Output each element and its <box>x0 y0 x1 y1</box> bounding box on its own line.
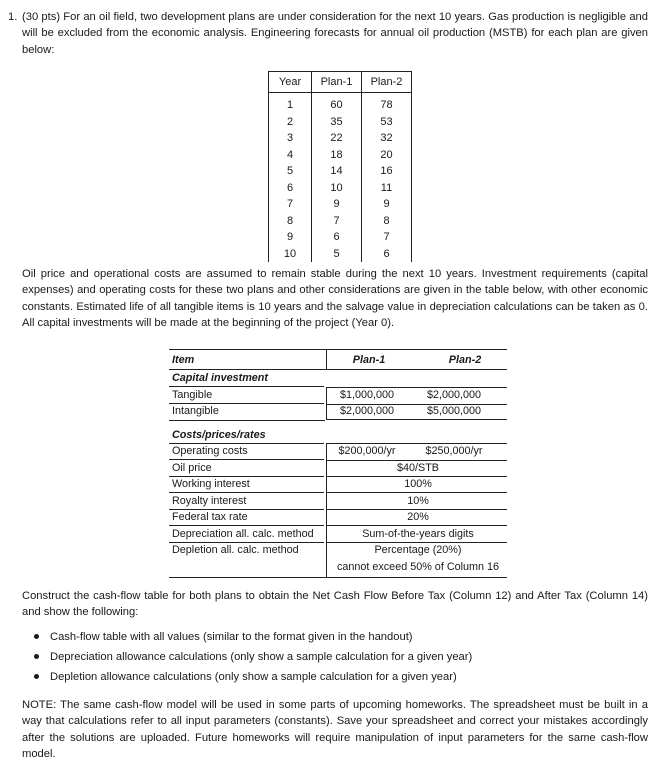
plan1-cell: 35 <box>312 114 362 131</box>
year-cell: 5 <box>269 163 312 180</box>
depletion-note-row <box>169 559 507 578</box>
production-table <box>268 71 412 262</box>
bullet-text: Cash-flow table with all values (similar to the format given in the handout) <box>50 631 413 643</box>
bullet-icon <box>34 674 39 679</box>
bullet-icon <box>34 634 39 639</box>
year-cell: 2 <box>269 114 312 131</box>
plan2-cell: 9 <box>362 196 412 213</box>
plan1-cell: 60 <box>312 93 362 114</box>
oil-price-label: Oil price <box>172 461 212 474</box>
list-item <box>22 630 472 650</box>
table-row <box>269 93 412 114</box>
tax-row <box>169 509 507 526</box>
section-gap <box>169 420 325 427</box>
tangible-row <box>169 387 507 404</box>
plan2-cell: 7 <box>362 229 412 246</box>
intro-paragraph <box>8 9 648 58</box>
header-item: Item <box>172 354 195 366</box>
row-underline <box>169 427 324 444</box>
intangible-row <box>169 403 507 420</box>
plan1-cell: 18 <box>312 147 362 164</box>
bullet-text: Depletion allowance calculations (only show a sample calculation for a given year) <box>50 671 457 683</box>
column-divider <box>326 350 327 369</box>
working-interest-value: 100% <box>404 478 432 490</box>
depletion-note: cannot exceed 50% of Column 16 <box>336 560 500 573</box>
year-cell: 6 <box>269 180 312 197</box>
year-cell: 1 <box>269 93 312 114</box>
costs-heading-row <box>169 427 507 444</box>
table-row <box>269 130 412 147</box>
table-row <box>269 213 412 230</box>
depreciation-value: Sum-of-the-years digits <box>362 527 474 540</box>
header-year: Year <box>269 72 312 93</box>
tax-label: Federal tax rate <box>172 511 248 523</box>
header-plan1: Plan-1 <box>312 72 362 93</box>
tangible-label: Tangible <box>172 388 213 401</box>
plan1-cell: 6 <box>312 229 362 246</box>
plan1-cell: 5 <box>312 246 362 263</box>
operating-label: Operating costs <box>172 445 248 457</box>
depletion-label: Depletion all. calc. method <box>172 544 299 556</box>
table-row <box>269 180 412 197</box>
plan2-cell: 6 <box>362 246 412 263</box>
oil-price-paragraph: Oil price and operational costs are assumed to remain stable during the next 10 years. Investment requirements (capital expenses) and operating costs for these two plans and other considerations are given in the table below, with other economic constants. Estimated life of all tangible items is 10 years and the salvage value in depreciation calculations can be taken as 0. All capital investments will be made at the beginning of the project (Year 0). <box>22 268 648 329</box>
intangible-label: Intangible <box>172 405 219 417</box>
oil-price-value: $40/STB <box>396 461 439 474</box>
plan1-cell: 10 <box>312 180 362 197</box>
oil-price-row <box>169 460 507 477</box>
depletion-row <box>169 542 507 559</box>
table-row <box>269 246 412 263</box>
plan2-cell: 11 <box>362 180 412 197</box>
column-divider <box>326 559 327 577</box>
bullet-text: Depreciation allowance calculations (only show a sample calculation for a given year) <box>50 651 473 663</box>
depreciation-label: Depreciation all. calc. method <box>172 527 314 540</box>
plan1-cell: 7 <box>312 213 362 230</box>
working-interest-label: Working interest <box>172 478 250 490</box>
operating-plan2: $250,000/yr <box>425 445 483 457</box>
row-underline <box>169 370 324 387</box>
plan1-cell: 14 <box>312 163 362 180</box>
economics-table <box>169 349 507 578</box>
problem-number: 1. <box>8 11 18 23</box>
bullet-icon <box>34 654 39 659</box>
year-cell: 7 <box>269 196 312 213</box>
table-row <box>269 163 412 180</box>
header-plan1: Plan-1 <box>352 354 386 366</box>
list-item <box>22 650 472 670</box>
economics-table-header <box>169 349 507 370</box>
header-plan2: Plan-2 <box>362 72 412 93</box>
list-item <box>22 670 472 690</box>
plan2-cell: 16 <box>362 163 412 180</box>
tangible-plan1: $1,000,000 <box>339 388 395 401</box>
requirements-list <box>22 630 472 690</box>
operating-row <box>169 443 507 460</box>
year-cell: 4 <box>269 147 312 164</box>
costs-heading: Costs/prices/rates <box>172 428 266 441</box>
header-plan2: Plan-2 <box>448 354 482 366</box>
plan1-cell: 22 <box>312 130 362 147</box>
royalty-row <box>169 493 507 510</box>
construct-paragraph: Construct the cash-flow table for both plans to obtain the Net Cash Flow Before Tax (Column 12) and After Tax (Column 14) and show the following: <box>22 590 648 619</box>
working-interest-row <box>169 476 507 493</box>
year-cell: 9 <box>269 229 312 246</box>
column-divider <box>326 542 327 559</box>
intangible-plan1: $2,000,000 <box>339 405 395 417</box>
depreciation-row <box>169 526 507 543</box>
royalty-value: 10% <box>407 494 429 507</box>
intro-text: (30 pts) For an oil field, two development plans are under consideration for the next 10 years. Gas production is negligible and will be excluded from the economic analysis. Engineering forecasts for annual oil production (MSTB) for each plan are given below: <box>22 11 648 56</box>
plan2-cell: 78 <box>362 93 412 114</box>
production-table-header <box>269 72 412 93</box>
tangible-plan2: $2,000,000 <box>426 388 482 401</box>
plan2-cell: 8 <box>362 213 412 230</box>
plan2-cell: 53 <box>362 114 412 131</box>
table-row <box>269 147 412 164</box>
table-row <box>269 114 412 131</box>
table-row <box>269 229 412 246</box>
tax-value: 20% <box>407 511 429 523</box>
plan2-cell: 20 <box>362 147 412 164</box>
depletion-value: Percentage (20%) <box>374 544 462 556</box>
intangible-plan2: $5,000,000 <box>426 405 482 417</box>
year-cell: 10 <box>269 246 312 263</box>
year-cell: 8 <box>269 213 312 230</box>
royalty-label: Royalty interest <box>172 494 247 507</box>
operating-plan1: $200,000/yr <box>338 445 396 457</box>
capital-heading-row <box>169 370 507 387</box>
plan1-cell: 9 <box>312 196 362 213</box>
note-paragraph: NOTE: The same cash-flow model will be used in some parts of upcoming homeworks. The spreadsheet must be built in a way that calculations refer to all input parameters (constants). Save your spreadsheet and correct your mistakes accordingly after the solutions are uploaded. Future homeworks will require manipulation of input parameters for the same cash-flow model. <box>22 699 648 760</box>
plan2-cell: 32 <box>362 130 412 147</box>
table-row <box>269 196 412 213</box>
capital-heading: Capital investment <box>172 372 268 384</box>
year-cell: 3 <box>269 130 312 147</box>
